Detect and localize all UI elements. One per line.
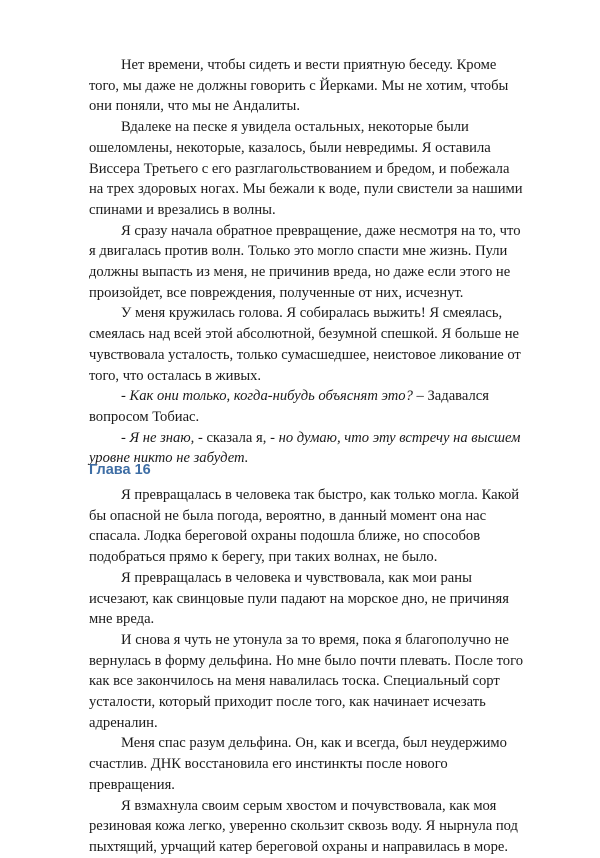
paragraph: Я превращалась в человека так быстро, как только могла. Какой бы опасной не была погода, вероятно, в данный момент она нас спасала. Лодка береговой охраны подошла ближе, но способов подобраться прямо к берегу, при таких волнах, не было.	[89, 487, 520, 566]
dialogue-paragraph	[89, 386, 524, 427]
dialogue-attribution: – Задавался вопросом Тобиас.	[89, 388, 489, 425]
dialogue-paragraph	[89, 428, 524, 469]
chapter-heading: Глава 16	[89, 462, 151, 478]
text-block-before-chapter	[89, 55, 524, 469]
dialogue-speech: - Как они только, когда-нибудь объяснят это?	[121, 388, 413, 405]
paragraph: Я взмахнула своим серым хвостом и почувствовала, как моя резиновая кожа легко, уверенно скользит сквозь воду. Я нырнула под пыхтящий, урчащий катер береговой охраны и направилась в море.	[89, 797, 518, 855]
paragraph: И снова я чуть не утонула за то время, пока я благополучно не вернулась в форму дельфина. Но мне было почти плевать. После того как все закончилось на меня навалилась тоска. Специальный сорт усталости, который приходит после того, как начинает исчезать адреналин.	[89, 631, 524, 731]
paragraph: Я превращалась в человека и чувствовала, как мои раны исчезают, как свинцовые пули падают на морское дно, не причиняя мне вреда.	[89, 569, 509, 628]
paragraph: Вдалеке на песке я увидела остальных, некоторые были ошеломлены, некоторые, казалось, были невредимы. Я оставила Виссера Третьего с его разглагольствованием и бредом, и побежала на трех здоровых ногах. Мы бежали к воде, пули свистели за нашими спинами и врезались в волны.	[89, 119, 523, 218]
paragraph: У меня кружилась голова. Я собиралась выжить! Я смеялась, смеялась над всей этой абсолютной, безумной спешкой. Я больше не чувствовала усталость, только сумасшедшее, неистовое ликование от того, что осталась в живых.	[89, 305, 521, 384]
text-block-chapter-16	[89, 485, 524, 858]
paragraph: Меня спас разум дельфина. Он, как и всегда, был неудержимо счастлив. ДНК восстановила его инстинкты после нового превращения.	[89, 735, 507, 793]
dialogue-attribution: - сказала я, -	[194, 429, 279, 446]
dialogue-speech: - Я не знаю,	[121, 429, 195, 446]
paragraph: Нет времени, чтобы сидеть и вести приятную беседу. Кроме того, мы даже не должны говорить с Йерками. Мы не хотим, чтобы они поняли, что мы не Андалиты.	[89, 57, 509, 115]
dialogue-speech: но думаю, что эту встречу на высшем уровне никто не забудет.	[89, 429, 521, 467]
paragraph: Я сразу начала обратное превращение, даже несмотря на то, что я двигалась против волн. Только это могло спасти мне жизнь. Пули должны выпасть из меня, не причинив вреда, но даже если этого не произойдет, все повреждения, полученные от них, исчезнут.	[89, 222, 521, 301]
